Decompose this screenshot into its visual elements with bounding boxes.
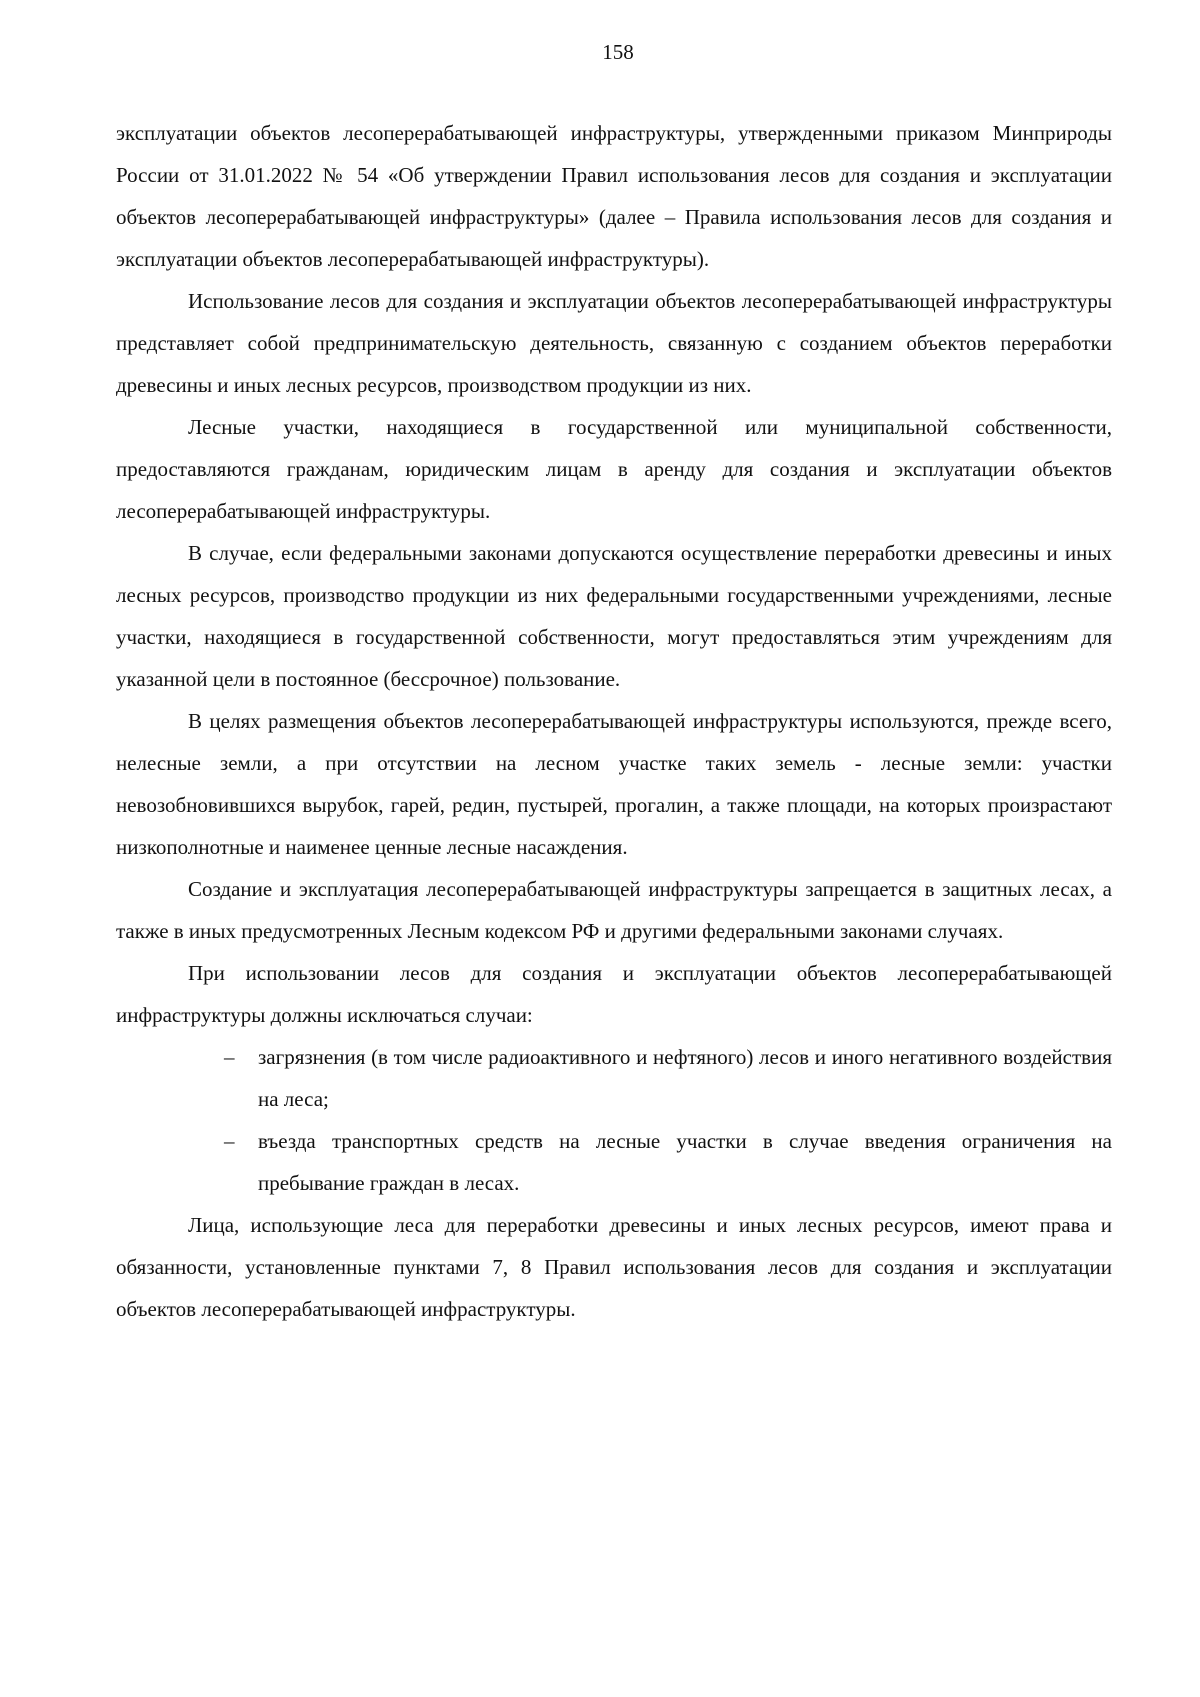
list-item-text: въезда транспортных средств на лесные участки в случае введения ограничения на пребывание граждан в лесах. bbox=[258, 1129, 1112, 1195]
page-number: 158 bbox=[602, 40, 634, 64]
paragraph-continuation: эксплуатации объектов лесоперерабатывающей инфраструктуры, утвержденными приказом Минприроды России от 31.01.2022 № 54 «Об утверждении Правил использования лесов для создания и эксплуатации объектов лесоперерабатывающей инфраструктуры» (далее – Правила использования лесов для создания и эксплуатации объектов лесоперерабатывающей инфраструктуры). bbox=[116, 121, 1112, 271]
paragraph-forest-use-purpose: Использование лесов для создания и эксплуатации объектов лесоперерабатывающей инфраструктуры представляет собой предпринимательскую деятельность, связанную с созданием объектов переработки древесины и иных лесных ресурсов, производством продукции из них. bbox=[116, 289, 1112, 397]
document-body bbox=[116, 112, 1112, 1330]
list-item-text: загрязнения (в том числе радиоактивного и нефтяного) лесов и иного негативного воздействия на леса; bbox=[258, 1045, 1112, 1111]
list-item bbox=[116, 1036, 1112, 1120]
list-dash-marker: – bbox=[224, 1129, 235, 1153]
paragraph-rights-obligations: Лица, использующие леса для переработки древесины и иных лесных ресурсов, имеют права и обязанности, установленные пунктами 7, 8 Правил использования лесов для создания и эксплуатации объектов лесоперерабатывающей инфраструктуры. bbox=[116, 1213, 1112, 1321]
paragraph-excluded-cases: При использовании лесов для создания и эксплуатации объектов лесоперерабатывающей инфраструктуры должны исключаться случаи: bbox=[116, 961, 1112, 1027]
list-dash-marker: – bbox=[224, 1045, 235, 1069]
paragraph-lease-provision: Лесные участки, находящиеся в государственной или муниципальной собственности, предоставляются гражданам, юридическим лицам в аренду для создания и эксплуатации объектов лесоперерабатывающей инфраструктуры. bbox=[116, 415, 1112, 523]
paragraph-land-placement: В целях размещения объектов лесоперерабатывающей инфраструктуры используются, прежде всего, нелесные земли, а при отсутствии на лесном участке таких земель - лесные земли: участки невозобновившихся вырубок, гарей, редин, пустырей, прогалин, а также площади, на которых произрастают низкополнотные и наименее ценные лесные насаждения. bbox=[116, 709, 1112, 859]
paragraph-prohibition: Создание и эксплуатация лесоперерабатывающей инфраструктуры запрещается в защитных лесах, а также в иных предусмотренных Лесным кодексом РФ и другими федеральными законами случаях. bbox=[116, 877, 1112, 943]
list-item bbox=[116, 1120, 1112, 1204]
paragraph-permanent-use: В случае, если федеральными законами допускаются осуществление переработки древесины и иных лесных ресурсов, производство продукции из них федеральными государственными учреждениями, лесные участки, находящиеся в государственной собственности, могут предоставляться этим учреждениям для указанной цели в постоянное (бессрочное) пользование. bbox=[116, 541, 1112, 691]
